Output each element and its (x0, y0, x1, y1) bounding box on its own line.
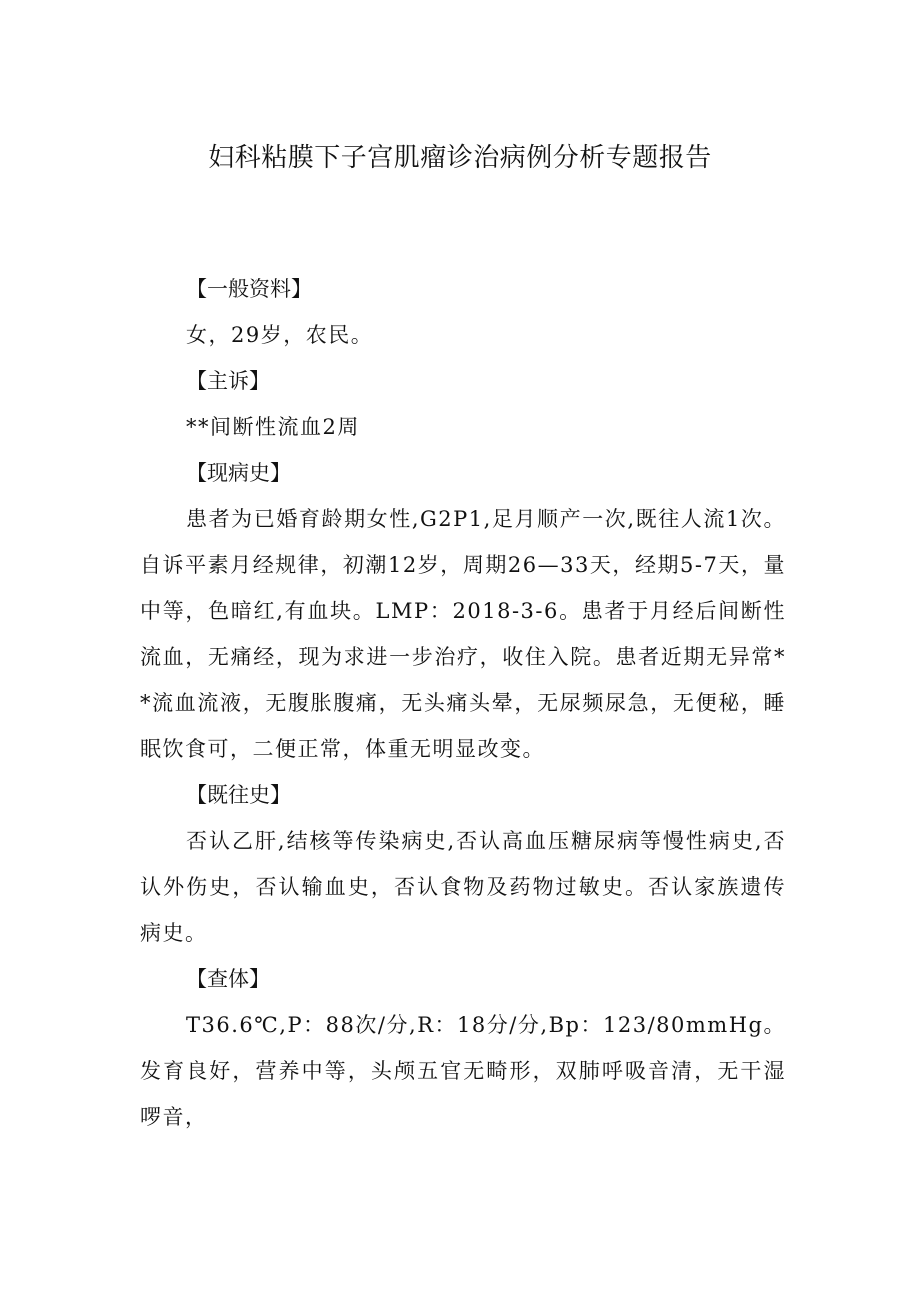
present-illness-text: 患者为已婚育龄期女性,G2P1,足月顺产一次,既往人流1次。自诉平素月经规律，初潮12岁，周期26—33天，经期5-7天，量中等，色暗红,有血块。LMP：2018-3-6。患者于月经后间断性流血，无痛经，现为求进一步治疗，收住入院。患者近期无异常**流血流液，无腹胀腹痛，无头痛头晕，无尿频尿急，无便秘，睡眠饮食可，二便正常，体重无明显改变。 (140, 507, 786, 761)
physical-exam-text: T36.6℃,P：88次/分,R：18分/分,Bp：123∕80mmHg。发育良好，营养中等，头颅五官无畸形，双肺呼吸音清，无干湿啰音， (140, 1013, 786, 1129)
chief-complaint-text: **间断性流血2周 (186, 415, 360, 439)
section-heading-present-illness: 【现病史】 (186, 461, 291, 485)
section-heading-general: 【一般资料】 (186, 277, 312, 301)
section-heading-chief-complaint: 【主诉】 (186, 369, 270, 393)
document-body (140, 266, 786, 1140)
general-info-text: 女，29岁，农民。 (186, 323, 374, 347)
document-title: 妇科粘膜下子宫肌瘤诊治病例分析专题报告 (208, 143, 712, 173)
section-heading-physical-exam: 【查体】 (186, 967, 270, 991)
past-history-text: 否认乙肝,结核等传染病史,否认高血压糖尿病等慢性病史,否认外伤史，否认输血史，否认食物及药物过敏史。否认家族遗传病史。 (140, 829, 786, 945)
section-heading-past-history: 【既往史】 (186, 783, 291, 807)
